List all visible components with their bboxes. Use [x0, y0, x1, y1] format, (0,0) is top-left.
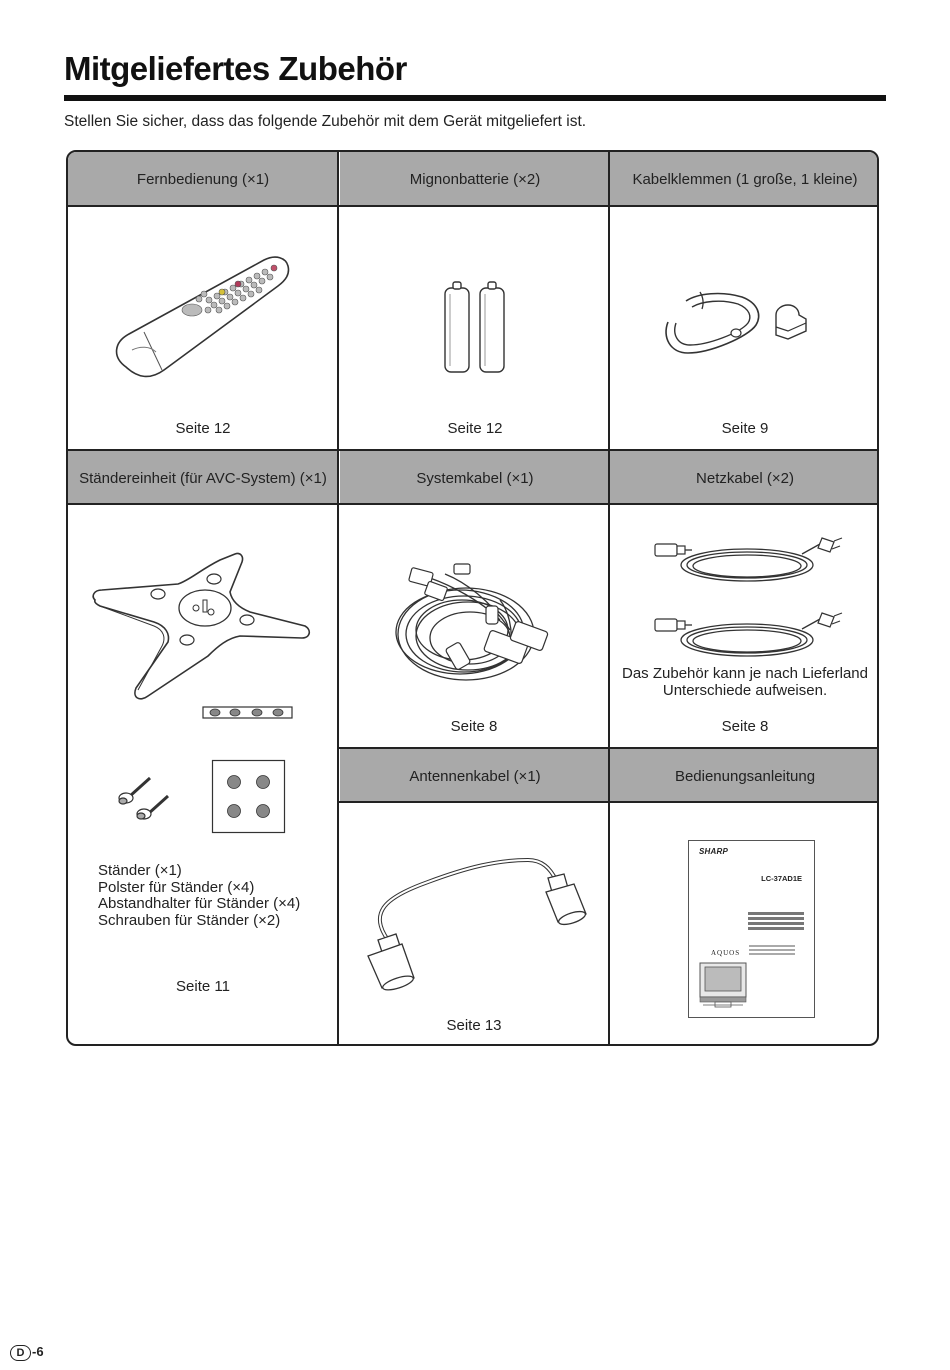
accessories-table [66, 150, 879, 1046]
stand-list-item: Schrauben für Ständer (×2) [98, 911, 281, 929]
column-divider [608, 152, 610, 1046]
header-system-cable: Systemkabel (×1) [340, 451, 610, 505]
header-remote: Fernbedienung (×1) [68, 152, 338, 206]
header-clamps: Kabelklemmen (1 große, 1 kleine) [610, 152, 879, 206]
column-divider [337, 152, 339, 1046]
power-cable-icon [652, 607, 842, 667]
stand-list-item: Abstandhalter für Ständer (×4) [98, 895, 301, 912]
manual-text-lines [749, 945, 795, 955]
antenna-cable-icon [358, 852, 598, 992]
remote-page-ref: Seite 12 [175, 420, 231, 437]
row-divider [68, 205, 879, 207]
page-number: -6 [32, 1344, 44, 1359]
header-manual: Bedienungsanleitung [610, 749, 879, 803]
header-power-cable: Netzkabel (×2) [610, 451, 879, 505]
power-cable-page-ref: Seite 8 [721, 718, 769, 735]
page-title: Mitgeliefertes Zubehör [64, 50, 407, 87]
intro-text: Stellen Sie sicher, dass das folgende Zubehör mit dem Gerät mitgeliefert ist. [64, 113, 587, 130]
stand-icon [90, 550, 315, 700]
row-divider [68, 449, 879, 451]
stand-page-ref: Seite 11 [176, 978, 230, 995]
clamps-page-ref: Seite 9 [721, 420, 769, 437]
row-divider [338, 747, 879, 749]
header-stand: Ständereinheit (für AVC-System) (×1) [68, 451, 338, 505]
language-badge: D [10, 1345, 31, 1361]
spacers-icon [202, 706, 294, 720]
pads-icon [212, 760, 286, 834]
header-batteries: Mignonbatterie (×2) [340, 152, 610, 206]
remote-control-icon [104, 252, 294, 392]
stand-contents-list [98, 863, 300, 929]
stand-list-item: Ständer (×1) [98, 862, 182, 879]
system-cable-page-ref: Seite 8 [450, 718, 498, 735]
stand-list-item: Polster für Ständer (×4) [98, 878, 255, 896]
screws-icon [112, 774, 176, 816]
row-divider [68, 503, 879, 505]
cable-clamps-icon [658, 287, 818, 362]
tv-icon [699, 959, 747, 1009]
antenna-cable-page-ref: Seite 13 [446, 1017, 502, 1034]
power-cable-note-line1: Das Zubehör kann je nach Lieferland [622, 665, 868, 682]
power-cable-note-line2: Unterschiede aufweisen. [662, 682, 828, 699]
power-cable-icon [652, 532, 842, 592]
manual-booklet [688, 840, 815, 1018]
manual-series-label: AQUOS [711, 949, 741, 957]
manual-brand-logo: SHARP [699, 847, 729, 856]
manual-text-lines [748, 912, 804, 932]
batteries-icon [440, 280, 510, 376]
row-divider [338, 801, 879, 803]
batteries-page-ref: Seite 12 [447, 420, 503, 437]
system-cable-icon [390, 560, 560, 690]
manual-model-label: LC-37AD1E [761, 874, 802, 883]
header-antenna-cable: Antennenkabel (×1) [340, 749, 610, 803]
title-rule [64, 95, 886, 101]
